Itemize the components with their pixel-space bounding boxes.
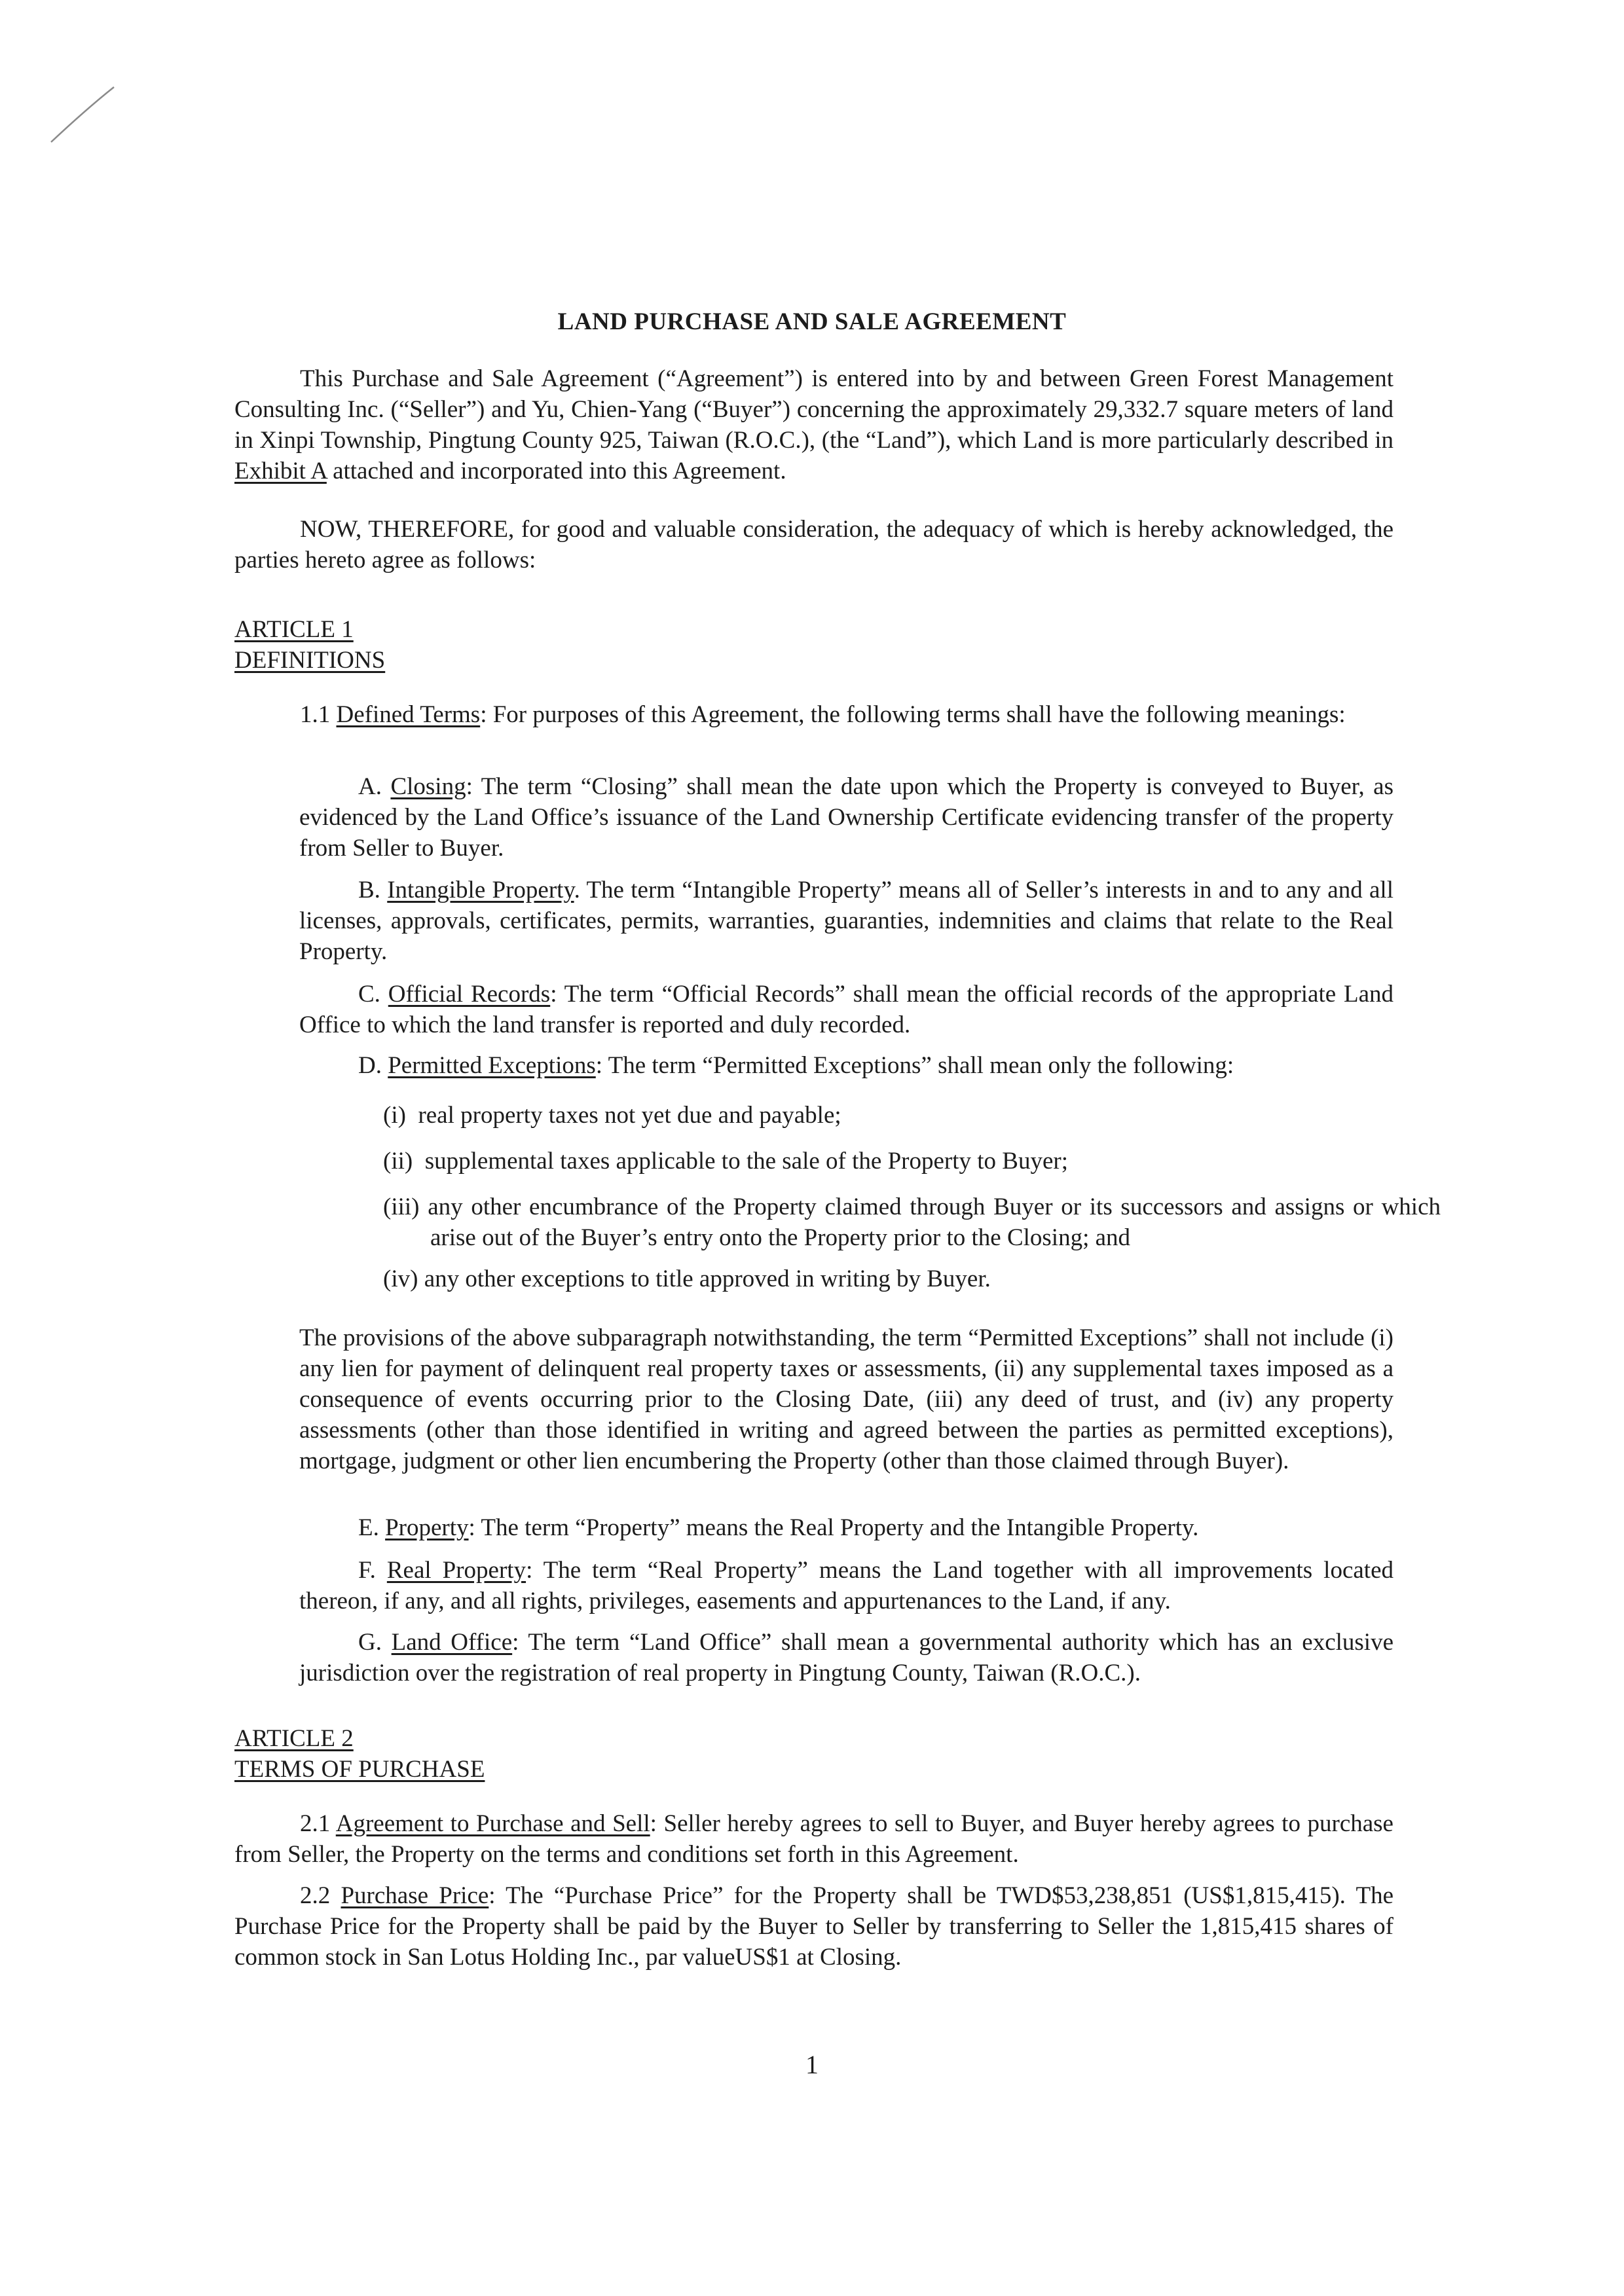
article-2-name: TERMS OF PURCHASE [234, 1756, 485, 1783]
article-2-number: ARTICLE 2 [234, 1725, 354, 1752]
definition-d-number: D. [358, 1052, 382, 1079]
exhibit-a-reference: Exhibit A [234, 458, 327, 484]
section-2-1-number: 2.1 [300, 1810, 331, 1837]
definition-g-land-office [299, 1627, 1393, 1688]
article-1-heading [234, 614, 385, 676]
definition-e-text: : The term “Property” means the Real Property and the Intangible Property. [468, 1514, 1199, 1541]
definition-f-text: : The term “Real Property” means the Land together with all improvements located thereon, if any, and all rights, privileges, easements and appurtenances to the Land, if any. [299, 1557, 1393, 1614]
definition-b-text: . The term “Intangible Property” means all of Seller’s interests in and to any and all licenses, approvals, certificates, permits, warranties, guaranties, indemnities and claims that relate to the Real Property. [299, 877, 1393, 965]
property-term: Property [385, 1514, 469, 1541]
page-number: 1 [805, 2050, 819, 2079]
exception-item [383, 1192, 1441, 1253]
exception-item-text: any other encumbrance of the Property claimed through Buyer or its successors and assigns or which arise out of the Buyer’s entry onto the Property prior to the Closing; and [428, 1194, 1441, 1251]
definition-g-number: G. [358, 1629, 382, 1656]
definition-b-number: B. [358, 877, 380, 903]
article-2-heading [234, 1723, 485, 1785]
exception-item-number: (iii) [383, 1194, 420, 1220]
section-1-1-number: 1.1 [300, 701, 331, 728]
definition-e-number: E. [358, 1514, 379, 1541]
exception-item-text: any other exceptions to title approved in writing by Buyer. [424, 1266, 991, 1292]
definition-e-property [299, 1512, 1393, 1543]
intro-paragraph [234, 363, 1393, 486]
section-1-1-text: : For purposes of this Agreement, the following terms shall have the following meanings: [480, 701, 1346, 728]
exception-item-number: (iv) [383, 1266, 418, 1292]
land-office-term: Land Office [391, 1629, 513, 1656]
section-2-1-text: : Seller hereby agrees to sell to Buyer, and Buyer hereby agrees to purchase from Seller, the Property on the terms and conditions set forth in this Agreement. [234, 1810, 1393, 1868]
intangible-property-term: Intangible Property [387, 877, 574, 903]
section-2-2 [234, 1880, 1393, 1973]
document-title: LAND PURCHASE AND SALE AGREEMENT [557, 308, 1067, 335]
closing-term: Closing [390, 773, 466, 800]
exception-item [383, 1100, 1441, 1131]
now-therefore-paragraph: NOW, THEREFORE, for good and valuable consideration, the adequacy of which is hereby acknowledged, the parties hereto agree as follows: [234, 516, 1393, 574]
exception-item [383, 1264, 1441, 1294]
section-2-1 [234, 1808, 1393, 1870]
definition-a-number: A. [358, 773, 382, 800]
exception-item-text: real property taxes not yet due and payable; [418, 1102, 841, 1129]
agreement-to-purchase-term: Agreement to Purchase and Sell [335, 1810, 650, 1837]
definition-f-number: F. [358, 1557, 376, 1584]
exception-item-number: (ii) [383, 1148, 413, 1175]
permitted-exceptions-proviso: The provisions of the above subparagraph notwithstanding, the term “Permitted Exceptions” shall not include (i) any lien for payment of delinquent real property taxes or assessments, (ii) any supplemental taxes imposed as a consequence of events occurring prior to the Closing Date, (iii) any deed of trust, and (iv) any property assessments (other than those identified in writing and agreed between the parties as permitted exceptions), mortgage, judgment or other lien encumbering the Property (other than those claimed through Buyer). [299, 1324, 1393, 1474]
intro-text: This Purchase and Sale Agreement (“Agreement”) is entered into by and between Green Forest Management Consulting Inc. (“Seller”) and Yu, Chien-Yang (“Buyer”) concerning the approximately 29,332.7 square meters of land in Xinpi Township, Pingtung County 925, Taiwan (R.O.C.), (the “Land”), which Land is more particularly described in [234, 365, 1393, 454]
section-2-2-number: 2.2 [300, 1882, 331, 1909]
exception-item [383, 1146, 1441, 1176]
article-1-number: ARTICLE 1 [234, 616, 354, 643]
definition-a-closing [299, 771, 1393, 864]
permitted-exceptions-term: Permitted Exceptions [388, 1052, 596, 1079]
definition-a-text: : The term “Closing” shall mean the date upon which the Property is conveyed to Buyer, as evidenced by the Land Office’s issuance of the Land Ownership Certificate evidencing transfer of the property from Seller to Buyer. [299, 773, 1393, 862]
section-1-1 [234, 699, 1393, 730]
definition-b-intangible-property [299, 875, 1393, 967]
definition-c-text: : The term “Official Records” shall mean the official records of the appropriate Land Office to which the land transfer is reported and duly recorded. [299, 981, 1394, 1038]
pen-stroke-mark [46, 82, 118, 147]
definition-f-real-property [299, 1555, 1393, 1616]
official-records-term: Official Records [388, 981, 551, 1008]
article-1-name: DEFINITIONS [234, 647, 386, 674]
purchase-price-term: Purchase Price [341, 1882, 489, 1909]
defined-terms-term: Defined Terms [336, 701, 481, 728]
intro-end-text: attached and incorporated into this Agreement. [333, 458, 786, 484]
definition-d-text: : The term “Permitted Exceptions” shall mean only the following: [595, 1052, 1234, 1079]
exception-item-text: supplemental taxes applicable to the sale of the Property to Buyer; [424, 1148, 1068, 1175]
definition-c-official-records [299, 979, 1393, 1040]
section-2-2-text: : The “Purchase Price” for the Property shall be TWD$53,238,851 (US$1,815,415). The Purchase Price for the Property shall be paid by the Buyer to Seller by transferring to Seller the 1,815,415 shares of common stock in San Lotus Holding Inc., par valueUS$1 at Closing. [234, 1882, 1394, 1971]
definition-g-text: : The term “Land Office” shall mean a governmental authority which has an exclusive jurisdiction over the registration of real property in Pingtung County, Taiwan (R.O.C.). [299, 1629, 1394, 1686]
definition-d-permitted-exceptions [299, 1050, 1393, 1081]
exception-item-number: (i) [383, 1102, 406, 1129]
definition-c-number: C. [358, 981, 380, 1008]
real-property-term: Real Property [386, 1557, 526, 1584]
